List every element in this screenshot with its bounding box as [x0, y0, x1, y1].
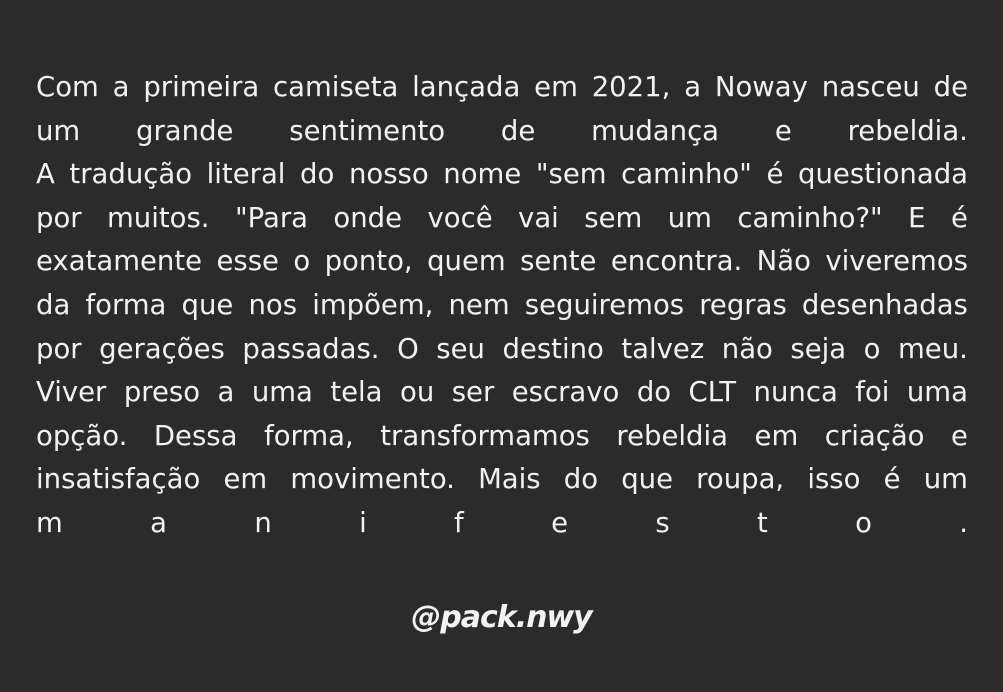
letter-f: f — [454, 506, 464, 539]
manifesto-text — [36, 66, 968, 546]
manifesto-line-7: por gerações passadas. O seu destino talvez não seja o meu. — [36, 332, 968, 365]
manifesto-line-8: Viver preso a uma tela ou ser escravo do CLT nunca foi uma — [36, 376, 968, 409]
manifesto-line-3: A tradução literal do nosso nome "sem caminho" é questionada — [36, 158, 968, 191]
manifesto-line-2: um grande sentimento de mudança e rebeldia. — [36, 114, 968, 147]
letter-period: . — [959, 506, 968, 539]
letter-o: o — [855, 506, 872, 539]
letter-t: t — [756, 506, 768, 539]
letter-m: m — [36, 506, 63, 539]
letter-e: e — [551, 506, 568, 539]
manifesto-line-4: por muitos. "Para onde você vai sem um caminho?" E é — [36, 201, 968, 234]
manifesto-line-10: insatisfação em movimento. Mais do que roupa, isso é um — [36, 463, 968, 496]
letter-a: a — [150, 506, 167, 539]
letter-n: n — [254, 506, 272, 539]
manifesto-line-1: Com a primeira camiseta lançada em 2021, a Noway nasceu de — [36, 71, 968, 103]
manifesto-line-6: da forma que nos impõem, nem seguiremos regras desenhadas — [36, 288, 968, 321]
instagram-handle: @pack.nwy — [411, 600, 592, 635]
manifesto-line-11 — [36, 502, 968, 546]
letter-s: s — [655, 506, 670, 539]
manifesto-line-9: opção. Dessa forma, transformamos rebeldia em criação e — [36, 419, 968, 452]
letter-i: i — [359, 506, 367, 539]
manifesto-line-5: exatamente esse o ponto, quem sente encontra. Não viveremos — [36, 245, 968, 278]
